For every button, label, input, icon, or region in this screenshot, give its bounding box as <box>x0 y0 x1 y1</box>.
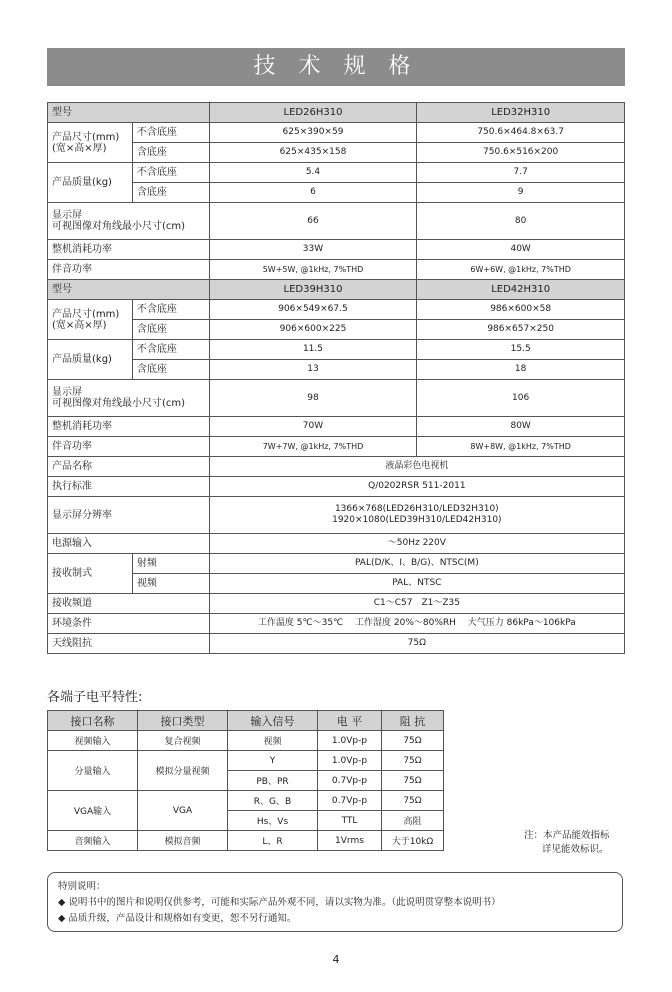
table-row <box>48 320 625 340</box>
table-row <box>48 123 625 143</box>
table-row <box>48 417 625 437</box>
notice-line: ◆ 说明书中的图片和说明仅供参考，可能和实际产品外观不同，请以实物为准。（此说明贯穿整本说明书） <box>58 897 501 908</box>
weight-label: 产品质量(kg) <box>48 163 133 203</box>
with-stand-label: 含底座 <box>132 183 209 203</box>
spec-value: 66 <box>209 203 417 240</box>
table-cell: 视频输入 <box>48 731 138 751</box>
table-cell: 1Vrms <box>318 831 382 851</box>
spec-value: 98 <box>209 380 417 417</box>
spec-value: 5.4 <box>209 163 417 183</box>
table-row <box>48 437 625 457</box>
spec-value: PAL、NTSC <box>209 574 624 594</box>
table-cell: 模拟音频 <box>138 831 228 851</box>
table-row <box>48 183 625 203</box>
table-cell: 75Ω <box>382 751 444 771</box>
screen-label: 显示屏 可视图像对角线最小尺寸(cm) <box>48 203 210 240</box>
audio-label: 伴音功率 <box>48 260 210 280</box>
table-cell: 0.7Vp-p <box>318 791 382 811</box>
model-name: LED42H310 <box>417 280 625 300</box>
table-cell: 视频 <box>228 731 318 751</box>
spec-value: PAL(D/K、I、B/G)、NTSC(M) <box>209 554 624 574</box>
spec-value: 750.6×464.8×63.7 <box>417 123 625 143</box>
size-label: 产品尺寸(mm) (宽×高×厚) <box>48 300 133 340</box>
with-stand-label: 含底座 <box>132 143 209 163</box>
special-notice <box>47 872 623 932</box>
spec-value: 5W+5W, @1kHz, 7%THD <box>209 260 417 280</box>
table-cell: Y <box>228 751 318 771</box>
spec-value: 986×600×58 <box>417 300 625 320</box>
spec-value: 18 <box>417 360 625 380</box>
table-row <box>48 143 625 163</box>
spec-value: 40W <box>417 240 625 260</box>
table-row <box>48 203 625 240</box>
reception-label: 接收制式 <box>48 554 133 594</box>
spec-value: 工作温度 5℃～35℃ 工作湿度 20%～80%RH 大气压力 86kPa～106kPa <box>209 614 624 634</box>
power-label: 整机消耗功率 <box>48 240 210 260</box>
model-label: 型号 <box>48 280 210 300</box>
resolution-label: 显示屏分辨率 <box>48 497 210 534</box>
weight-label: 产品质量(kg) <box>48 340 133 380</box>
table-row <box>48 634 625 654</box>
page-title: 技 术 规 格 <box>47 48 625 86</box>
spec-value: 80W <box>417 417 625 437</box>
spec-value: 6 <box>209 183 417 203</box>
table-row <box>48 240 625 260</box>
env-label: 环境条件 <box>48 614 210 634</box>
table-row <box>48 477 625 497</box>
table-cell: 1.0Vp-p <box>318 751 382 771</box>
antenna-label: 天线阻抗 <box>48 634 210 654</box>
spec-value: 750.6×516×200 <box>417 143 625 163</box>
table-row <box>48 103 625 123</box>
table-row <box>48 574 625 594</box>
spec-value: 986×657×250 <box>417 320 625 340</box>
table-row <box>48 280 625 300</box>
table-row <box>48 711 444 731</box>
table-row <box>48 380 625 417</box>
spec-table <box>47 102 625 654</box>
table-row <box>48 791 444 811</box>
table-row <box>48 360 625 380</box>
table-cell: Hs、Vs <box>228 811 318 831</box>
table-row <box>48 614 625 634</box>
table-row <box>48 300 625 320</box>
notice-line: ◆ 品质升级，产品设计和规格如有变更，恕不另行通知。 <box>58 913 297 924</box>
terminal-section-title: 各端子电平特性: <box>47 690 143 705</box>
table-cell: R、G、B <box>228 791 318 811</box>
without-stand-label: 不含底座 <box>132 123 209 143</box>
power-label: 整机消耗功率 <box>48 417 210 437</box>
column-header: 接口名称 <box>48 711 138 731</box>
table-cell: PB、PR <box>228 771 318 791</box>
spec-value: 106 <box>417 380 625 417</box>
standard-label: 执行标准 <box>48 477 210 497</box>
video-label: 视频 <box>132 574 209 594</box>
spec-value: 15.5 <box>417 340 625 360</box>
spec-value: 625×435×158 <box>209 143 417 163</box>
model-label: 型号 <box>48 103 210 123</box>
table-cell: VGA <box>138 791 228 831</box>
without-stand-label: 不含底座 <box>132 340 209 360</box>
power-input-label: 电源输入 <box>48 534 210 554</box>
column-header: 电 平 <box>318 711 382 731</box>
table-cell: L、R <box>228 831 318 851</box>
table-row <box>48 731 444 751</box>
table-cell: 0.7Vp-p <box>318 771 382 791</box>
model-name: LED39H310 <box>209 280 417 300</box>
table-row <box>48 751 444 771</box>
channel-label: 接收频道 <box>48 594 210 614</box>
table-row <box>48 534 625 554</box>
with-stand-label: 含底座 <box>132 360 209 380</box>
table-cell: TTL <box>318 811 382 831</box>
table-row <box>48 554 625 574</box>
spec-value: 906×600×225 <box>209 320 417 340</box>
spec-value: 625×390×59 <box>209 123 417 143</box>
spec-value: 80 <box>417 203 625 240</box>
table-cell: 75Ω <box>382 791 444 811</box>
spec-value: 9 <box>417 183 625 203</box>
table-cell: 分量输入 <box>48 751 138 791</box>
rf-label: 射频 <box>132 554 209 574</box>
spec-value: 906×549×67.5 <box>209 300 417 320</box>
page-number: 4 <box>332 953 340 966</box>
spec-value: ～50Hz 220V <box>209 534 624 554</box>
table-row <box>48 831 444 851</box>
without-stand-label: 不含底座 <box>132 300 209 320</box>
spec-value: 7W+7W, @1kHz, 7%THD <box>209 437 417 457</box>
product-name-label: 产品名称 <box>48 457 210 477</box>
spec-value: C1～C57 Z1～Z35 <box>209 594 624 614</box>
size-label: 产品尺寸(mm) (宽×高×厚) <box>48 123 133 163</box>
spec-value: 33W <box>209 240 417 260</box>
table-cell: 高阻 <box>382 811 444 831</box>
table-cell: 音频输入 <box>48 831 138 851</box>
table-row <box>48 260 625 280</box>
spec-value: Q/0202RSR 511-2011 <box>209 477 624 497</box>
without-stand-label: 不含底座 <box>132 163 209 183</box>
model-name: LED32H310 <box>417 103 625 123</box>
column-header: 阻 抗 <box>382 711 444 731</box>
energy-note: 注：本产品能效指标 详见能效标识。 <box>524 830 610 855</box>
table-cell: 75Ω <box>382 771 444 791</box>
model-name: LED26H310 <box>209 103 417 123</box>
notice-title: 特别说明： <box>58 881 106 892</box>
table-cell: VGA输入 <box>48 791 138 831</box>
table-cell: 模拟分量视频 <box>138 751 228 791</box>
spec-value: 7.7 <box>417 163 625 183</box>
spec-value: 11.5 <box>209 340 417 360</box>
column-header: 输入信号 <box>228 711 318 731</box>
table-cell: 复合视频 <box>138 731 228 751</box>
spec-value: 70W <box>209 417 417 437</box>
table-cell: 1.0Vp-p <box>318 731 382 751</box>
table-row <box>48 163 625 183</box>
table-row <box>48 594 625 614</box>
with-stand-label: 含底座 <box>132 320 209 340</box>
screen-label: 显示屏 可视图像对角线最小尺寸(cm) <box>48 380 210 417</box>
audio-label: 伴音功率 <box>48 437 210 457</box>
spec-value: 13 <box>209 360 417 380</box>
spec-value: 6W+6W, @1kHz, 7%THD <box>417 260 625 280</box>
table-cell: 大于10kΩ <box>382 831 444 851</box>
table-row <box>48 497 625 534</box>
resolution-value: 1366×768(LED26H310/LED32H310) 1920×1080(LED39H310/LED42H310) <box>209 497 624 534</box>
table-row <box>48 340 625 360</box>
column-header: 接口类型 <box>138 711 228 731</box>
spec-value: 液晶彩色电视机 <box>209 457 624 477</box>
table-row <box>48 457 625 477</box>
spec-value: 75Ω <box>209 634 624 654</box>
terminal-table <box>47 710 444 851</box>
table-cell: 75Ω <box>382 731 444 751</box>
spec-value: 8W+8W, @1kHz, 7%THD <box>417 437 625 457</box>
